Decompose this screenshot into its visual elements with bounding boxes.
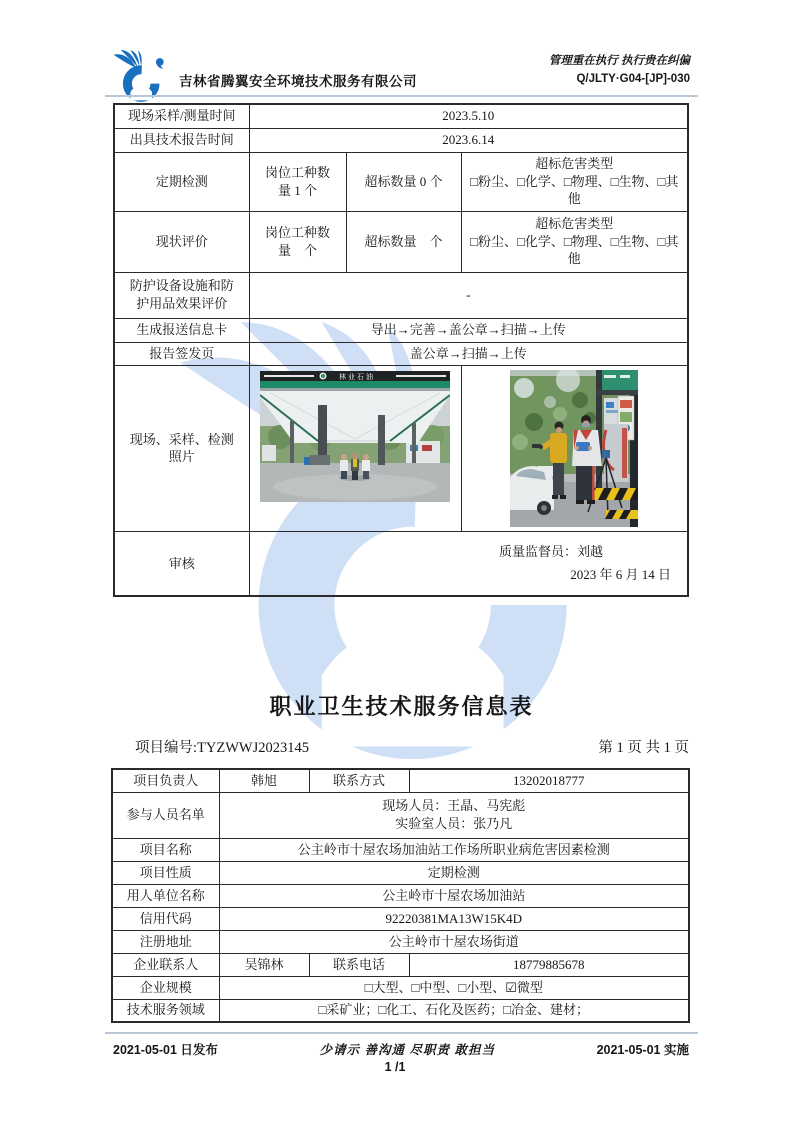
photo-site-overview: [260, 371, 450, 502]
status-hazard-types: 超标危害类型 □粉尘、□化学、□物理、□生物、□其他: [461, 211, 688, 272]
report-time-value: 2023.6.14: [249, 128, 688, 152]
page-number: 1 /1: [384, 1060, 406, 1074]
credit-code-label: 信用代码: [112, 907, 219, 930]
footer-motto: 少请示 善沟通 尽职责 敢担当: [319, 1043, 495, 1057]
form-title: 职业卫生技术服务信息表: [269, 694, 534, 719]
station-sign-text: 林业石油: [339, 372, 375, 381]
periodic-over-count: 超标数量 0 个: [346, 152, 461, 211]
participants-lab: 实验室人员：张乃凡: [395, 816, 513, 831]
release-date: 2021-05-01 日发布: [113, 1043, 218, 1057]
status-over-count: 超标数量 个: [346, 211, 461, 272]
status-post-count: 岗位工种数 量 个: [249, 211, 346, 272]
status-eval-label: 现状评价: [114, 211, 249, 272]
phone-value: 18779885678: [409, 953, 689, 976]
header-right-block: [380, 53, 690, 89]
company-name: 吉林省腾翼安全环境技术服务有限公司: [179, 74, 417, 89]
service-field-label: 技术服务领域: [112, 999, 219, 1022]
issue-page-label: 报告签发页: [114, 342, 249, 365]
periodic-hazard-types: 超标危害类型 □粉尘、□化学、□物理、□生物、□其他: [461, 152, 688, 211]
audit-cell: [249, 532, 688, 596]
project-no: 项目编号:TYZWWJ2023145: [135, 740, 309, 756]
periodic-post-count: 岗位工种数 量 1 个: [249, 152, 346, 211]
footer-row: [113, 1040, 689, 1058]
periodic-hazard-checkboxes: □粉尘、□化学、□物理、□生物、□其他: [470, 173, 679, 207]
address-value: 公主岭市十屋农场街道: [219, 930, 689, 953]
leader-name: 韩旭: [219, 769, 309, 792]
employer-label: 用人单位名称: [112, 884, 219, 907]
project-no-row: [135, 736, 689, 757]
company-contact-name: 吴锦林: [219, 953, 309, 976]
photo-cell-left: [249, 365, 461, 532]
participants-cell: [219, 792, 689, 838]
sampling-time-label: 现场采样/测量时间: [114, 104, 249, 128]
report-time-label: 出具技术报告时间: [114, 128, 249, 152]
audit-label: 审核: [114, 532, 249, 596]
info-table: [113, 103, 689, 597]
phone-label: 联系电话: [309, 953, 409, 976]
photo-cell-right: [461, 365, 688, 532]
project-name-label: 项目名称: [112, 838, 219, 861]
project-name-value: 公主岭市十屋农场加油站工作场所职业病危害因素检测: [219, 838, 689, 861]
audit-date: 2023 年 6 月 14 日: [570, 567, 671, 583]
info-card-label: 生成报送信息卡: [114, 318, 249, 342]
address-label: 注册地址: [112, 930, 219, 953]
header-slogan: 管理重在执行 执行贵在纠偏: [548, 55, 690, 67]
periodic-label: 定期检测: [114, 152, 249, 211]
participants-label: 参与人员名单: [112, 792, 219, 838]
project-type-value: 定期检测: [219, 861, 689, 884]
issue-page-flow: 盖公章→扫描→上传: [249, 342, 688, 365]
status-hazard-checkboxes: □粉尘、□化学、□物理、□生物、□其他: [470, 233, 679, 267]
project-table: [111, 768, 690, 1023]
sampling-time-value: 2023.5.10: [249, 104, 688, 128]
company-contact-label: 企业联系人: [112, 953, 219, 976]
page-indicator: 第 1 页 共 1 页: [598, 740, 689, 756]
implement-date: 2021-05-01 实施: [596, 1043, 689, 1057]
photos-label: 现场、采样、检测 照片: [114, 365, 249, 532]
protection-label: 防护设备设施和防 护用品效果评价: [114, 272, 249, 318]
protection-value: -: [249, 272, 688, 318]
photo-sampling-scene: [510, 370, 638, 527]
footer-rule: [105, 1032, 698, 1034]
service-field-checkboxes: □采矿业；□化工、石化及医药；□冶金、建材；: [219, 999, 689, 1022]
info-card-flow: 导出→完善→盖公章→扫描→上传: [249, 318, 688, 342]
doc-code: Q/JLTY·G04-[JP]-030: [576, 72, 690, 85]
contact-label: 联系方式: [309, 769, 409, 792]
scale-label: 企业规模: [112, 976, 219, 999]
employer-value: 公主岭市十屋农场加油站: [219, 884, 689, 907]
scale-checkboxes: □大型、□中型、□小型、☑微型: [219, 976, 689, 999]
project-type-label: 项目性质: [112, 861, 219, 884]
leader-label: 项目负责人: [112, 769, 219, 792]
header-rule: [105, 95, 698, 97]
participants-field: 现场人员：王晶、马宪彪: [382, 798, 526, 814]
audit-supervisor: 质量监督员：刘越: [498, 543, 603, 559]
contact-value: 13202018777: [409, 769, 689, 792]
credit-code-value: 92220381MA13W15K4D: [219, 907, 689, 930]
